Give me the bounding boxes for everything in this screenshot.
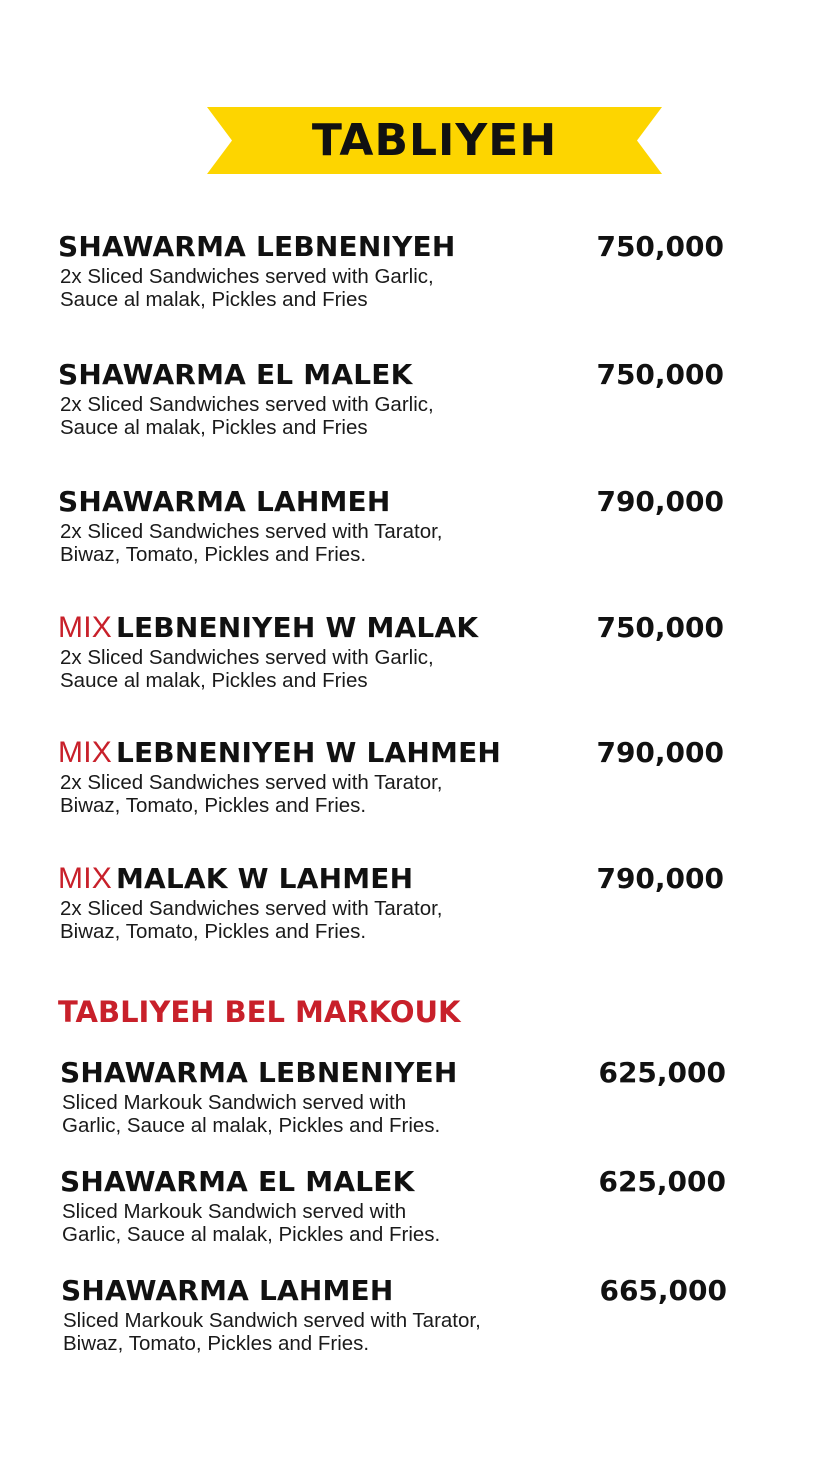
menu-item[interactable] xyxy=(61,1274,741,1355)
menu-item-title: SHAWARMA LEBNENIYEH xyxy=(60,1056,458,1089)
menu-item-price: 750,000 xyxy=(596,358,724,391)
menu-item-name xyxy=(58,230,456,264)
menu-item-name xyxy=(58,358,412,392)
description-line: Sauce al malak, Pickles and Fries xyxy=(60,668,368,692)
menu-item-price: 790,000 xyxy=(596,485,724,518)
menu-item-description xyxy=(58,266,580,311)
description-line: Garlic, Sauce al malak, Pickles and Fries. xyxy=(62,1222,441,1246)
description-line: Biwaz, Tomato, Pickles and Fries. xyxy=(63,1331,370,1355)
menu-item-description xyxy=(60,1201,582,1246)
description-line: Sliced Markouk Sandwich served with Tarator, xyxy=(63,1309,481,1332)
description-line: 2x Sliced Sandwiches served with Garlic, xyxy=(60,265,434,288)
menu-item[interactable] xyxy=(60,1056,740,1137)
section-title: TABLIYEH BEL MARKOUK xyxy=(58,995,461,1029)
menu-item[interactable] xyxy=(58,862,738,943)
menu-item-description xyxy=(58,772,580,817)
description-line: Sliced Markouk Sandwich served with xyxy=(62,1091,407,1114)
menu-item-description xyxy=(61,1310,583,1355)
menu-item-name xyxy=(58,611,478,645)
description-line: 2x Sliced Sandwiches served with Garlic, xyxy=(60,646,434,669)
description-line: 2x Sliced Sandwiches served with Garlic, xyxy=(60,393,434,416)
description-line: Biwaz, Tomato, Pickles and Fries. xyxy=(60,542,367,566)
menu-item-title: SHAWARMA LAHMEH xyxy=(61,1274,394,1307)
menu-item[interactable] xyxy=(60,1165,740,1246)
menu-item-title: SHAWARMA EL MALEK xyxy=(60,1165,415,1198)
menu-item-price: 665,000 xyxy=(599,1274,727,1307)
menu-item-description xyxy=(58,521,580,566)
mix-prefix: MIX xyxy=(58,736,112,769)
menu-item-price: 750,000 xyxy=(596,611,724,644)
menu-item-name xyxy=(61,1274,394,1308)
menu-item[interactable] xyxy=(58,611,738,692)
description-line: 2x Sliced Sandwiches served with Tarator, xyxy=(60,771,443,794)
description-line: Biwaz, Tomato, Pickles and Fries. xyxy=(60,919,367,943)
menu-item-name xyxy=(58,862,413,896)
description-line: Biwaz, Tomato, Pickles and Fries. xyxy=(60,793,367,817)
menu-item-title: LEBNENIYEH W LAHMEH xyxy=(115,736,502,769)
title-banner xyxy=(207,107,662,174)
menu-item-price: 790,000 xyxy=(596,736,724,769)
menu-item-description xyxy=(58,394,580,439)
menu-item-name xyxy=(58,485,391,519)
menu-item-name xyxy=(60,1056,458,1090)
menu-item-description xyxy=(58,898,580,943)
menu-item-price: 750,000 xyxy=(596,230,724,263)
description-line: Sauce al malak, Pickles and Fries xyxy=(60,287,368,311)
menu-item-description xyxy=(60,1092,582,1137)
description-line: 2x Sliced Sandwiches served with Tarator, xyxy=(60,897,443,920)
menu-item-title: SHAWARMA EL MALEK xyxy=(58,358,413,391)
menu-item-price: 790,000 xyxy=(596,862,724,895)
page-title: TABLIYEH xyxy=(311,115,558,166)
description-line: Sliced Markouk Sandwich served with xyxy=(62,1200,407,1223)
description-line: 2x Sliced Sandwiches served with Tarator, xyxy=(60,520,443,543)
menu-item[interactable] xyxy=(58,485,738,566)
menu-item-description xyxy=(58,647,580,692)
mix-prefix: MIX xyxy=(58,611,112,644)
menu-item-title: MALAK W LAHMEH xyxy=(115,862,414,895)
menu-item-title: LEBNENIYEH W MALAK xyxy=(115,611,479,644)
menu-item[interactable] xyxy=(58,358,738,439)
description-line: Sauce al malak, Pickles and Fries xyxy=(60,415,368,439)
menu-item-title: SHAWARMA LAHMEH xyxy=(58,485,391,518)
menu-item-price: 625,000 xyxy=(598,1056,726,1089)
menu-item-title: SHAWARMA LEBNENIYEH xyxy=(58,230,456,263)
menu-item[interactable] xyxy=(58,736,738,817)
menu-item-name xyxy=(58,736,501,770)
mix-prefix: MIX xyxy=(58,862,112,895)
menu-item-price: 625,000 xyxy=(598,1165,726,1198)
menu-item[interactable] xyxy=(58,230,738,311)
description-line: Garlic, Sauce al malak, Pickles and Fries. xyxy=(62,1113,441,1137)
menu-item-name xyxy=(60,1165,414,1199)
